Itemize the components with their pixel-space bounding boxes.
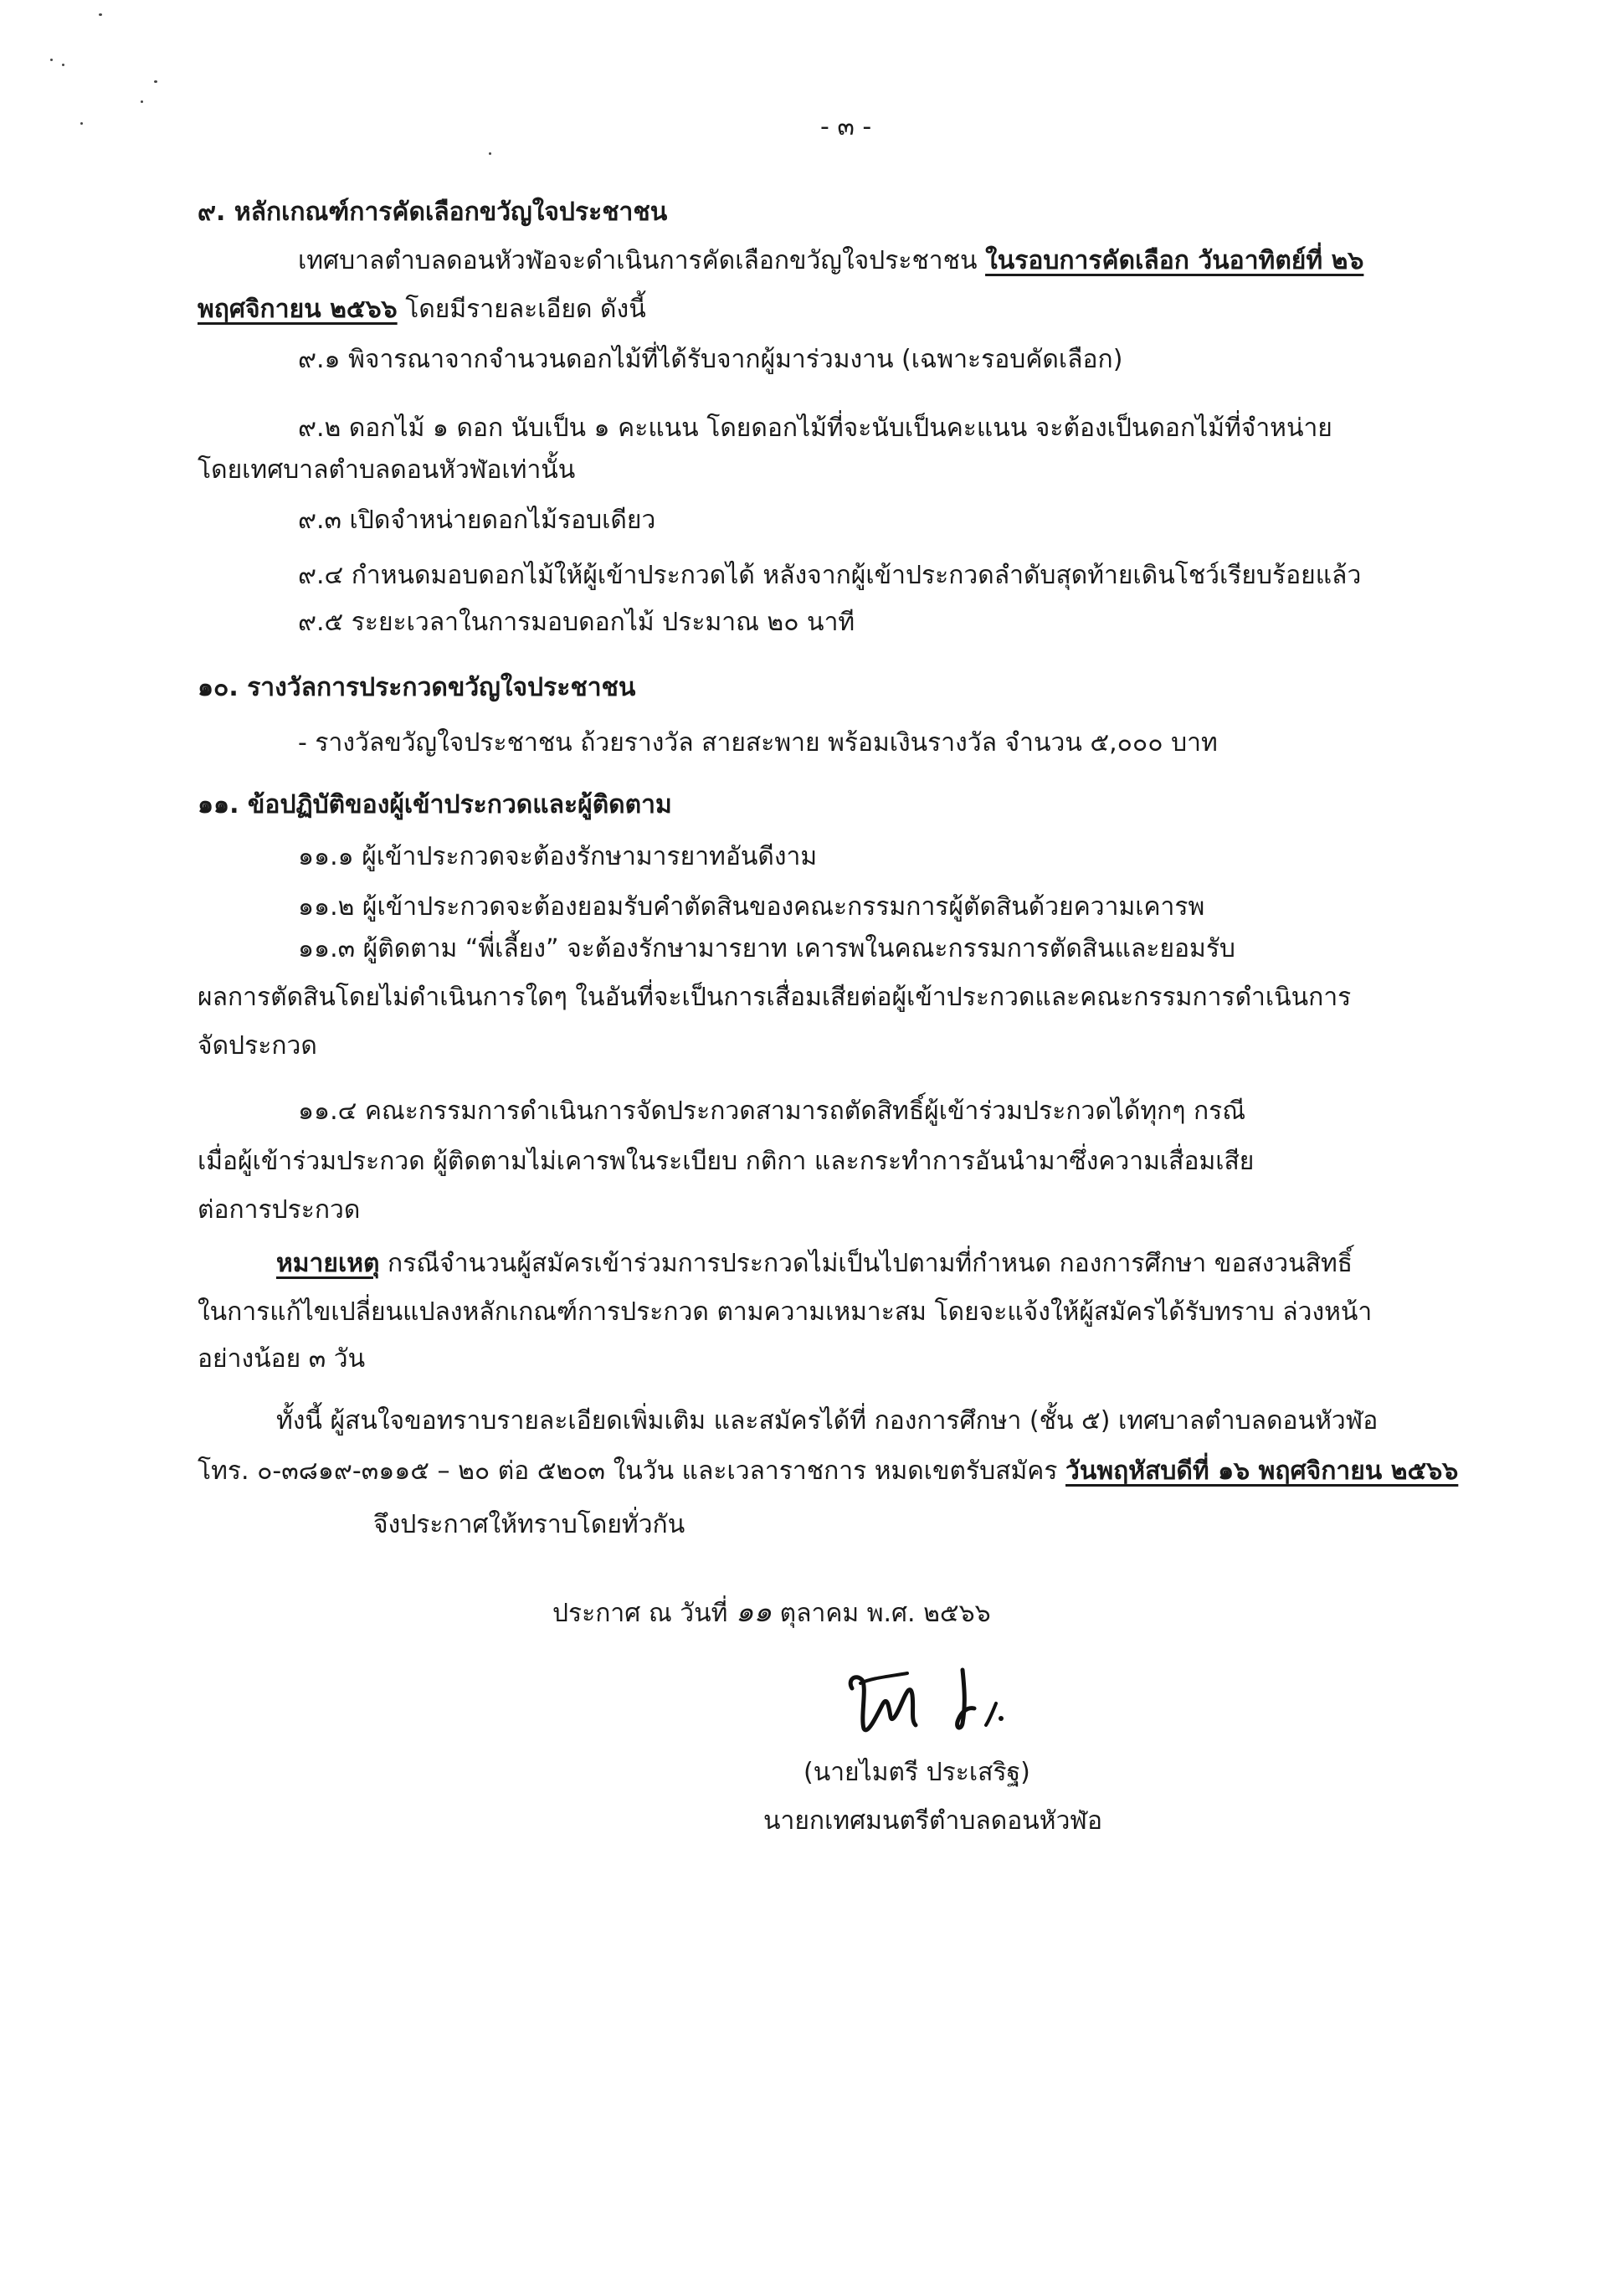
section-11-item-2: ๑๑.๒ ผู้เข้าประกวดจะต้องยอมรับคำตัดสินของคณะกรรมการผู้ตัดสินด้วยความเคารพ: [298, 892, 1205, 922]
announce-date-day: ๑๑: [735, 1595, 773, 1629]
note-label: หมายเหตุ: [276, 1249, 380, 1278]
section-9-intro-text: เทศบาลตำบลดอนหัวฬ่อจะดำเนินการคัดเลือกขวัญใจประชาชน: [298, 246, 986, 275]
announce-date-suffix: ตุลาคม พ.ศ. ๒๕๖๖: [772, 1599, 991, 1628]
signer-title: นายกเทศมนตรีตำบลดอนหัวฬ่อ: [763, 1806, 1102, 1836]
closing-statement: จึงประกาศให้ทราบโดยทั่วกัน: [373, 1510, 685, 1539]
contact-deadline: วันพฤหัสบดีที่ ๑๖ พฤศจิกายน ๒๕๖๖: [1065, 1456, 1459, 1486]
section-10-item: - รางวัลขวัญใจประชาชน ถ้วยรางวัล สายสะพาย พร้อมเงินรางวัล จำนวน ๕,๐๐๐ บาท: [298, 728, 1218, 758]
section-9-intro-details: โดยมีรายละเอียด ดังนี้: [397, 295, 646, 324]
signature-mark: [837, 1636, 1029, 1754]
scan-speck: [141, 100, 143, 103]
scan-speck: [80, 122, 83, 125]
scan-speck: [62, 64, 64, 66]
note-text: กรณีจำนวนผู้สมัครเข้าร่วมการประกวดไม่เป็นไปตามที่กำหนด กองการศึกษา ขอสงวนสิทธิ์: [379, 1249, 1353, 1278]
section-10-heading: ๑๐. รางวัลการประกวดขวัญใจประชาชน: [198, 673, 636, 702]
contact-line2: [198, 1453, 1458, 1490]
section-11-item-4-cont: เมื่อผู้เข้าร่วมประกวด ผู้ติดตามไม่เคารพในระเบียบ กติกา และกระทำการอันนำมาซึ่งความเสื่อมเสีย: [198, 1147, 1255, 1176]
section-11-heading: ๑๑. ข้อปฏิบัติของผู้เข้าประกวดและผู้ติดตาม: [198, 790, 672, 819]
section-9-intro-round: ในรอบการคัดเลือก วันอาทิตย์ที่ ๒๖: [985, 246, 1364, 275]
note-line2: ในการแก้ไขเปลี่ยนแปลงหลักเกณฑ์การประกวด ตามความเหมาะสม โดยจะแจ้งให้ผู้สมัครได้รับทราบ ล่วงหน้า: [198, 1297, 1373, 1327]
scan-speck: [99, 13, 102, 16]
scan-speck: [50, 59, 53, 61]
section-9-intro-line1: [298, 243, 1363, 280]
section-11-item-3-cont2: จัดประกวด: [198, 1031, 317, 1061]
announce-date: [552, 1594, 991, 1632]
section-9-item-2-cont: โดยเทศบาลตำบลดอนหัวฬ่อเท่านั้น: [198, 455, 576, 485]
section-11-item-4-cont2: ต่อการประกวด: [198, 1195, 361, 1225]
contact-line1: ทั้งนี้ ผู้สนใจขอทราบรายละเอียดเพิ่มเติม และสมัครได้ที่ กองการศึกษา (ชั้น ๕) เทศบาลตำบลดอนหัวฬ่อ: [276, 1406, 1379, 1436]
contact-phone-text: โทร. ๐-๓๘๑๙-๓๑๑๕ – ๒๐ ต่อ ๕๒๐๓ ในวัน และเวลาราชการ หมดเขตรับสมัคร: [198, 1456, 1065, 1486]
section-9-intro-month: พฤศจิกายน ๒๕๖๖: [198, 295, 398, 324]
section-9-item-3: ๙.๓ เปิดจำหน่ายดอกไม้รอบเดียว: [298, 506, 656, 535]
section-9-item-4: ๙.๔ กำหนดมอบดอกไม้ให้ผู้เข้าประกวดได้ หลังจากผู้เข้าประกวดลำดับสุดท้ายเดินโชว์เรียบร้อยแล้ว: [298, 561, 1362, 590]
scan-speck: [489, 152, 491, 155]
note-line3: อย่างน้อย ๓ วัน: [198, 1344, 366, 1374]
scan-speck: [154, 80, 157, 83]
announce-date-prefix: ประกาศ ณ วันที่: [552, 1599, 736, 1628]
section-9-heading: ๙. หลักเกณฑ์การคัดเลือกขวัญใจประชาชน: [198, 198, 668, 227]
section-11-item-3-cont: ผลการตัดสินโดยไม่ดำเนินการใดๆ ในอันที่จะเป็นการเสื่อมเสียต่อผู้เข้าประกวดและคณะกรรมการดำเนินการ: [198, 983, 1352, 1012]
section-9-item-5: ๙.๕ ระยะเวลาในการมอบดอกไม้ ประมาณ ๒๐ นาที: [298, 608, 855, 637]
section-11-item-1: ๑๑.๑ ผู้เข้าประกวดจะต้องรักษามารยาทอันดีงาม: [298, 842, 818, 871]
page-number: - ๓ -: [820, 112, 872, 141]
section-11-item-3: ๑๑.๓ ผู้ติดตาม “พี่เลี้ยง” จะต้องรักษามารยาท เคารพในคณะกรรมการตัดสินและยอมรับ: [298, 934, 1235, 963]
section-9-item-2: ๙.๒ ดอกไม้ ๑ ดอก นับเป็น ๑ คะแนน โดยดอกไม้ที่จะนับเป็นคะแนน จะต้องเป็นดอกไม้ที่จำหน่าย: [298, 413, 1332, 443]
section-9-item-1: ๙.๑ พิจารณาจากจำนวนดอกไม้ที่ได้รับจากผู้มาร่วมงาน (เฉพาะรอบคัดเลือก): [298, 345, 1123, 374]
signer-name: (นายไมตรี ประเสริฐ): [804, 1758, 1030, 1787]
note-line1: [276, 1246, 1353, 1282]
section-9-intro-line2: [198, 291, 646, 328]
section-11-item-4: ๑๑.๔ คณะกรรมการดำเนินการจัดประกวดสามารถตัดสิทธิ์ผู้เข้าร่วมประกวดได้ทุกๆ กรณี: [298, 1097, 1246, 1126]
